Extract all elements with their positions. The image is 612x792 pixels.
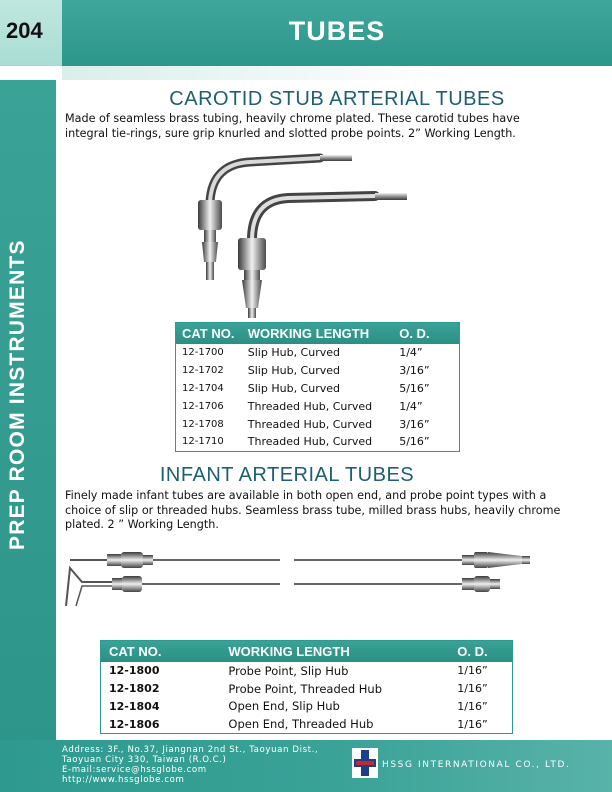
carotid-table bbox=[175, 322, 460, 452]
working-length: Open End, Slip Hub bbox=[228, 699, 340, 714]
outer-diameter: 1/4” bbox=[399, 346, 423, 360]
column-header: WORKING LENGTH bbox=[228, 644, 350, 659]
outer-diameter: 1/16” bbox=[457, 664, 488, 678]
section-description-infant: Finely made infant tubes are available in both open end, and probe point types with a choice of slip or threaded hubs. Seamless brass tube, milled brass hubs, heavily chrome plated. 2 ” Working Length. bbox=[65, 489, 561, 531]
page-number: 204 bbox=[6, 18, 43, 43]
outer-diameter: 3/16” bbox=[399, 364, 430, 378]
email-link[interactable]: E-mail:service@hssglobe.com bbox=[62, 765, 207, 775]
outer-diameter: 1/16” bbox=[457, 717, 488, 731]
table-row bbox=[101, 698, 512, 716]
cat-no: 12-1706 bbox=[182, 400, 224, 412]
table-row bbox=[176, 362, 459, 380]
address-line: Taoyuan City 330, Taiwan (R.O.C.) bbox=[62, 755, 227, 765]
carotid-tubes-illustration bbox=[170, 150, 420, 318]
outer-diameter: 1/16” bbox=[457, 699, 488, 713]
page-number-box bbox=[0, 0, 62, 66]
cat-no: 12-1710 bbox=[182, 436, 224, 448]
cat-no: 12-1806 bbox=[109, 717, 160, 731]
table-header bbox=[176, 323, 459, 344]
column-header: O. D. bbox=[457, 644, 488, 659]
table-row bbox=[101, 715, 512, 733]
working-length: Threaded Hub, Curved bbox=[247, 399, 373, 413]
table-row bbox=[176, 397, 459, 415]
section-title-infant: INFANT ARTERIAL TUBES bbox=[159, 464, 415, 486]
table-row bbox=[101, 680, 512, 698]
working-length: Slip Hub, Curved bbox=[247, 364, 340, 378]
cat-no: 12-1704 bbox=[182, 382, 224, 394]
working-length: Slip Hub, Curved bbox=[247, 346, 340, 360]
working-length: Probe Point, Slip Hub bbox=[228, 663, 349, 678]
website-link[interactable]: http://www.hssglobe.com bbox=[62, 775, 185, 785]
column-header: O. D. bbox=[399, 326, 430, 341]
header-shadow bbox=[62, 66, 612, 80]
footer bbox=[0, 740, 612, 792]
cat-no: 12-1702 bbox=[182, 365, 224, 377]
sidebar-title: PREP ROOM INSTRUMENTS bbox=[6, 239, 29, 550]
column-header: CAT NO. bbox=[109, 644, 162, 659]
working-length: Threaded Hub, Curved bbox=[247, 417, 373, 431]
section-title-carotid: CAROTID STUB ARTERIAL TUBES bbox=[169, 88, 505, 110]
working-length: Threaded Hub, Curved bbox=[247, 435, 373, 449]
column-header: WORKING LENGTH bbox=[247, 326, 370, 341]
working-length: Slip Hub, Curved bbox=[247, 381, 340, 395]
infant-tubes-illustration bbox=[62, 546, 542, 616]
outer-diameter: 3/16” bbox=[399, 417, 430, 431]
table-row bbox=[101, 662, 512, 680]
table-row bbox=[176, 344, 459, 362]
company-name: HSSG INTERNATIONAL CO., LTD. bbox=[382, 760, 571, 770]
page-title: TUBES bbox=[288, 16, 386, 46]
cat-no: 12-1708 bbox=[182, 418, 224, 430]
table-header bbox=[101, 641, 512, 662]
company-address bbox=[62, 745, 318, 785]
address-line: Address: 3F., No.37, Jiangnan 2nd St., Taoyuan Dist., bbox=[62, 745, 319, 755]
working-length: Open End, Threaded Hub bbox=[228, 717, 374, 732]
hssg-logo-icon bbox=[352, 748, 378, 778]
section-description-carotid: Made of seamless brass tubing, heavily chrome plated. These carotid tubes have integral tie-rings, sure grip knurled and slotted probe points. 2” Working Length. bbox=[65, 112, 520, 140]
header-bar bbox=[62, 0, 612, 66]
table-row bbox=[176, 415, 459, 433]
outer-diameter: 1/4” bbox=[399, 399, 423, 413]
cat-no: 12-1800 bbox=[109, 664, 160, 678]
working-length: Probe Point, Threaded Hub bbox=[228, 681, 383, 696]
cat-no: 12-1804 bbox=[109, 699, 160, 713]
cat-no: 12-1700 bbox=[182, 347, 224, 359]
table-row bbox=[176, 380, 459, 398]
outer-diameter: 1/16” bbox=[457, 682, 488, 696]
column-header: CAT NO. bbox=[182, 326, 235, 341]
outer-diameter: 5/16” bbox=[399, 381, 430, 395]
table-row bbox=[176, 433, 459, 451]
sidebar bbox=[0, 80, 56, 740]
infant-table bbox=[100, 640, 513, 734]
cat-no: 12-1802 bbox=[109, 682, 160, 696]
outer-diameter: 5/16” bbox=[399, 435, 430, 449]
